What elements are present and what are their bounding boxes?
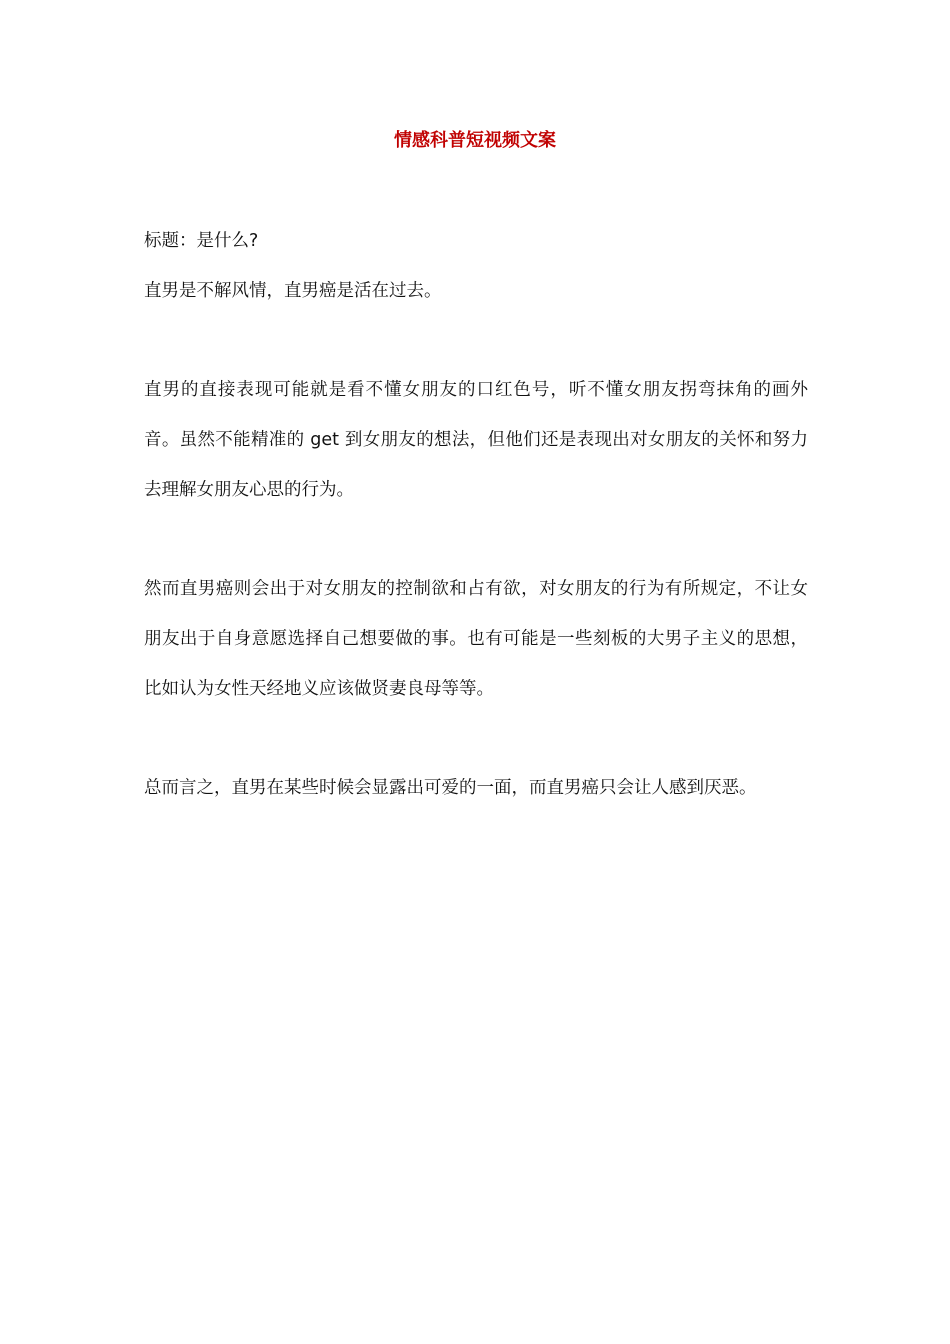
paragraph-1: 直男的直接表现可能就是看不懂女朋友的口红色号，听不懂女朋友拐弯抹角的画外音。虽然不能精准的 get 到女朋友的想法，但他们还是表现出对女朋友的关怀和努力去理解女朋友心思的行为。	[144, 380, 808, 500]
paragraph-3: 总而言之，直男在某些时候会显露出可爱的一面，而直男癌只会让人感到厌恶。	[144, 778, 757, 798]
subtitle-line: 标题：是什么?	[144, 231, 259, 251]
paragraph-2: 然而直男癌则会出于对女朋友的控制欲和占有欲，对女朋友的行为有所规定，不让女朋友出于自身意愿选择自己想要做的事。也有可能是一些刻板的大男子主义的思想，比如认为女性天经地义应该做贤妻良母等等。	[144, 579, 808, 699]
intro-line: 直男是不解风情，直男癌是活在过去。	[144, 281, 442, 301]
document-title: 情感科普短视频文案	[394, 130, 556, 151]
